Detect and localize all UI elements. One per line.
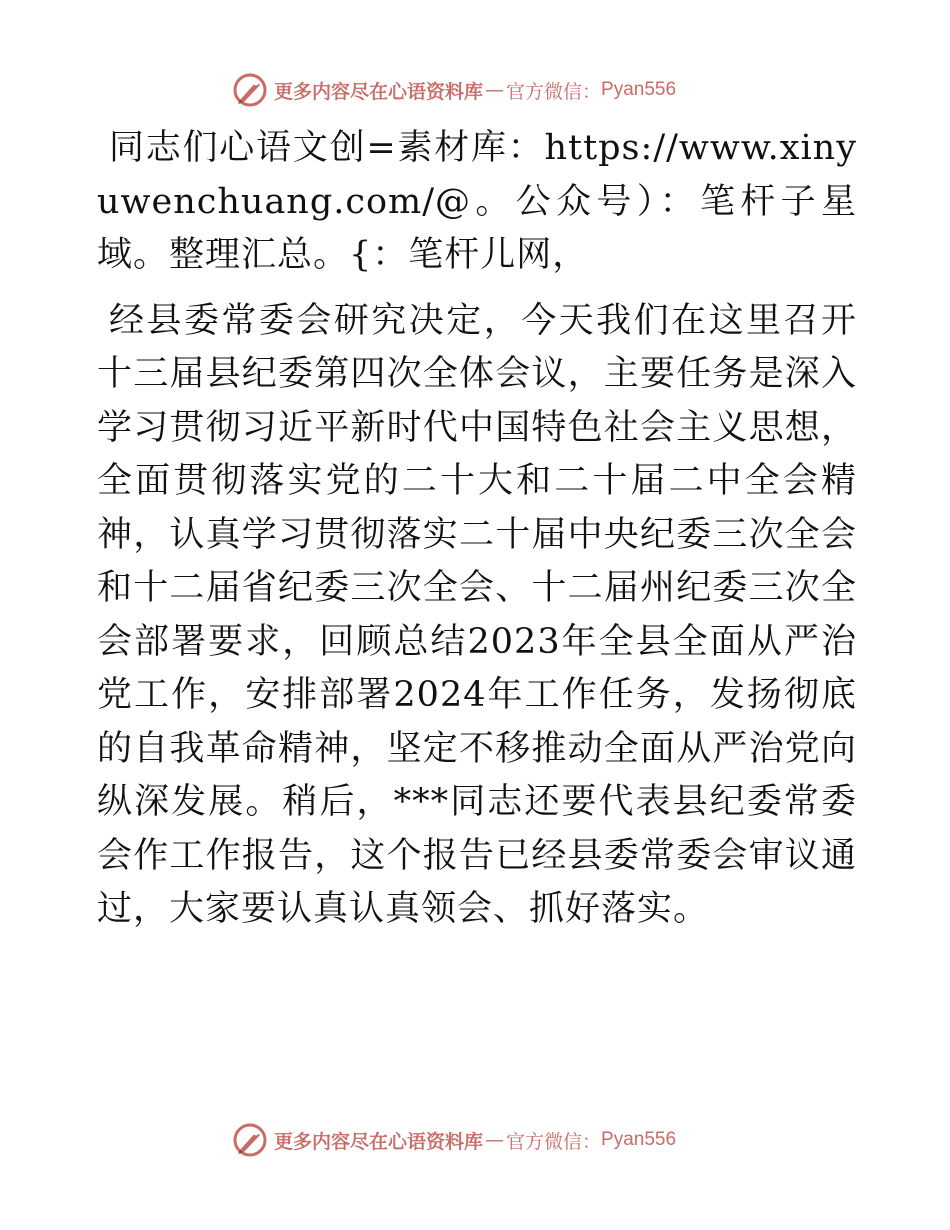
document-body [97,122,857,937]
paragraph-2: 经县委常委会研究决定，今天我们在这里召开十三届县纪委第四次全体会议，主要任务是深入学习贯彻习近平新时代中国特色社会主义思想，全面贯彻落实党的二十大和二十届二中全会精神，认真学习贯彻落实二十届中央纪委三次全会和十二届省纪委三次全会、十二届州纪委三次全会部署要求，回顾总结2023年全县全面从严治党工作，安排部署2024年工作任务，发扬彻底的自我革命精神，坚定不移推动全面从严治党向纵深发展。稍后，***同志还要代表县纪委常委会作工作报告，这个报告已经县委常委会审议通过，大家要认真认真领会、抓好落实。 [97,300,857,929]
footer-watermark-banner [232,1120,732,1160]
pen-logo-icon [232,72,268,108]
footer-banner-main-text: 更多内容尽在心语资料库 [274,1130,484,1153]
header-banner-sub-text: 官方微信： [506,80,602,103]
header-watermark-banner [232,70,732,110]
header-banner-main-text: 更多内容尽在心语资料库 [274,80,484,103]
paragraph-1: 同志们心语文创=素材库：https://www.xinyuwenchuang.com/@。公众号）：笔杆子星域。整理汇总。{：笔杆儿网， [97,128,857,275]
header-banner-wechat-id: Pyan556 [601,79,677,100]
footer-banner-wechat-id: Pyan556 [601,1129,677,1150]
header-banner-dash: — [485,79,505,101]
pen-logo-icon [232,1122,268,1158]
footer-banner-dash: — [485,1129,505,1151]
footer-banner-sub-text: 官方微信： [506,1130,602,1153]
